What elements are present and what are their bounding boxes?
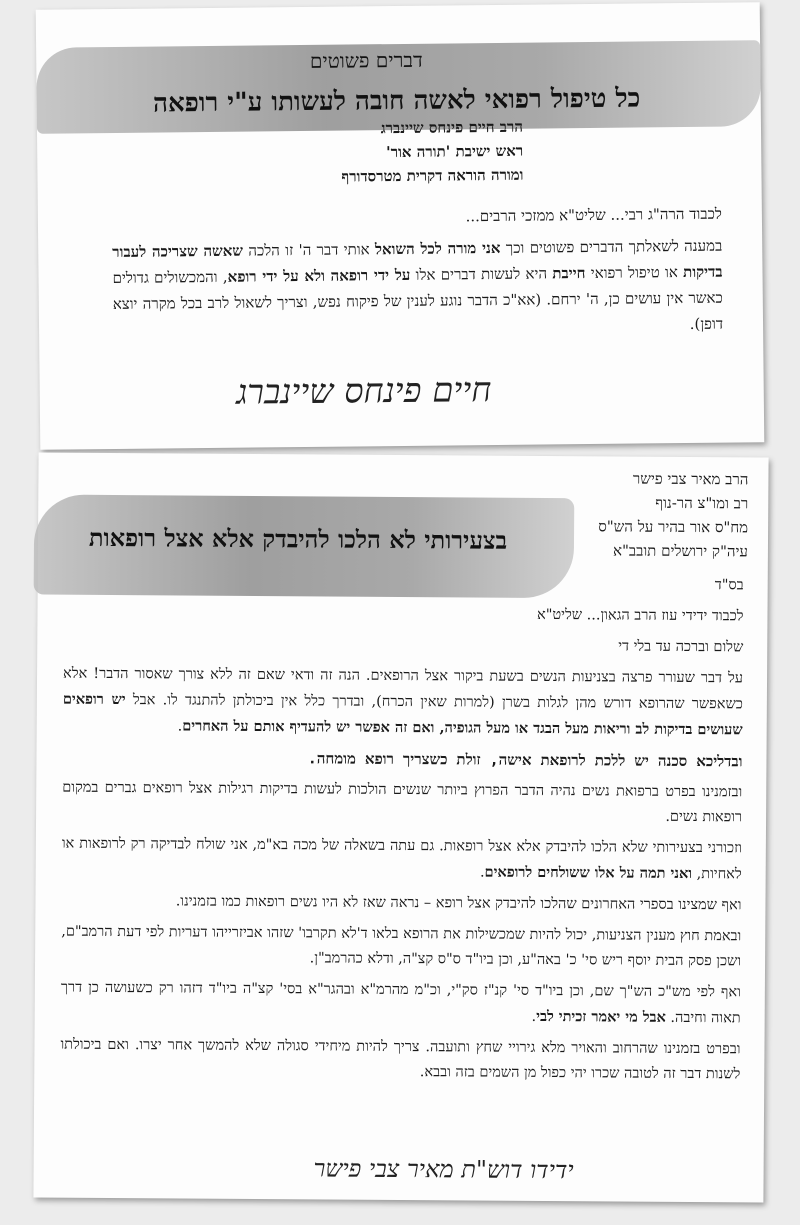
paragraph-emphasis: ובדליכא סכנה יש ללכת לרופאת אישה, זולת כשצריך רופא מומחה. — [307, 749, 743, 771]
paragraph: ובזמנינו בפרט ברפואת נשים נהיה הדבר הפרוץ ביותר שנשים הולכות לעשות בדיקות רגילות אצל רופאים גברים במקום רופאות נשים. — [62, 779, 743, 826]
letter-2-body — [60, 569, 744, 1094]
text-run: במענה לשאלתך הדברים פשוטים וכך — [500, 236, 723, 257]
paragraph — [112, 233, 723, 343]
text-run: אותי דבר ה' זו הלכה — [242, 240, 376, 260]
text-run-bold: על ידי רופאה ולא על ידי רופא — [227, 265, 411, 286]
text-run: על דבר שעורר פרצה בצניעות הנשים בשעת ביקור אצל הרופאים. הנה זה ודאי שאם זה ללא צורך שאסור הדבר! אלא כשאפשר שהרופא דורש מהן לגלות בשרן (למרות שאין הכרח), ובדרך כלל אין ביכולתן להתנגד לו. אבל — [63, 665, 744, 713]
letter-1-kicker: דברים פשוטים — [309, 47, 423, 73]
text-run: או טיפול רפואי — [585, 263, 684, 283]
text-run-bold: אני מורה לכל השואל — [374, 238, 501, 259]
signature-1: חיים פינחס שיינברג — [235, 370, 492, 413]
letter-2-title: בצעירותי לא הלכו להיבדק אלא אצל רופאות — [88, 522, 508, 555]
paragraph: ובפרט בזמנינו שהרחוב והאויר מלא גירויי שחץ ותועבה. צריך להיות מיחידי סגולה שלא להמשך אחר יצרו. ואם ביכולתו לשנות דבר זה לטובה שכרו יהי כפול מן השמים בזה ובבא. — [60, 1036, 741, 1083]
letter-1-title: כל טיפול רפואי לאשה חובה לעשותו ע"י רופאה — [152, 83, 641, 119]
paragraph — [62, 832, 742, 888]
text-run: וזכורני בצעירותי שלא הלכו להיבדק אלא אצל רופאות. גם עתה בשאלה של מכה בא"מ, אני שולח לבדיקה רק לרופאות או לאחיות, — [61, 835, 742, 883]
author-line: הרב חיים פינחס שיינברג — [380, 117, 524, 138]
letter-card-2 — [33, 452, 768, 1202]
text-run: ואף לפי מש"כ הש"ך שם, וכן ביו"ד סי' קנ"ז סק"י, וכ"מ מהרמ"א ובהגר"א בסי' קצ"ה ביו"ד דזהו רק כשעושה כן דרך תאוה וחיבה. — [60, 979, 741, 1027]
text-run: . — [479, 864, 485, 881]
text-run: , והמכשולים גדולים כאשר אין עושים כן, ה' ירחם. (אא"כ הדבר נוגע לענין של פיקוח נפש, וצריך לשאול לרב בכל מקרה יוצא דופן). — [112, 267, 724, 333]
text-run-bold: יש רופאים שעושים בדיקות לב וריאות מעל הבגד או מעל הגופיה, ואם זה אפשר יש להעדיף אותם על האחרים — [62, 690, 743, 739]
text-run: . — [177, 718, 183, 735]
text-run: . — [531, 1008, 537, 1025]
salutation: לכבוד ידידי עוז הרב הגאון... שליט"א — [537, 606, 744, 625]
author-line: מח"ס אור בהיר על הש"ס — [598, 517, 749, 537]
author-line: עיה"ק ירושלים תובב"א — [612, 541, 748, 561]
author-line: רב ומו"צ הר-נוף — [655, 493, 749, 513]
letter-2-author — [518, 466, 749, 564]
author-line: ומורה הוראה דקרית מטרסדורף — [341, 165, 524, 186]
text-run: היא לעשות דברים אלו — [410, 264, 553, 284]
paragraph — [61, 976, 741, 1032]
author-line: ראש ישיבת 'תורה אור' — [385, 141, 524, 162]
signature-2: ידידו דוש"ת מאיר צבי פישר — [313, 1154, 574, 1185]
text-run-bold: ואני תמה על אלו ששולחים לרופאים — [484, 863, 693, 883]
author-line: הרב מאיר צבי פישר — [632, 469, 749, 489]
letter-card-1 — [36, 2, 765, 450]
bsd: בס"ד — [714, 577, 744, 594]
paragraph — [63, 662, 744, 744]
salutation: לכבוד הרה"ג רבי... שליט"א ממזכי הרבים... — [465, 204, 722, 226]
text-run-bold: אבל מי יאמר זכיתי לבי — [536, 1007, 666, 1026]
letter-1-body — [112, 201, 723, 349]
paragraph: ואף שמצינו בספרי האחרונים שהלכו להיבדק אצל רופא – נראה שאז לא היו נשים רופאות כמו בזמנינו. — [175, 893, 742, 914]
text-run-bold: חייבת — [552, 264, 586, 283]
greeting: שלום וברכה עד בלי די — [618, 638, 744, 656]
letter-1-author — [263, 115, 524, 190]
paragraph: ובאמת חוץ מענין הצניעות, יכול להיות שמכשילות את הרופא בלאו ד'לא תקרבו' שזהו אביזרייהו דעריות לפי דעת הרמב"ם, ושכן פסק הבית יוסף ריש סי' כ' באה"ע, וכן ביו"ד ס"ס קצ"ה, ודלא כהרמב"ן. — [61, 923, 742, 970]
text-run-bold: שאשה שצריכה לעבור בדיקות — [112, 241, 723, 282]
